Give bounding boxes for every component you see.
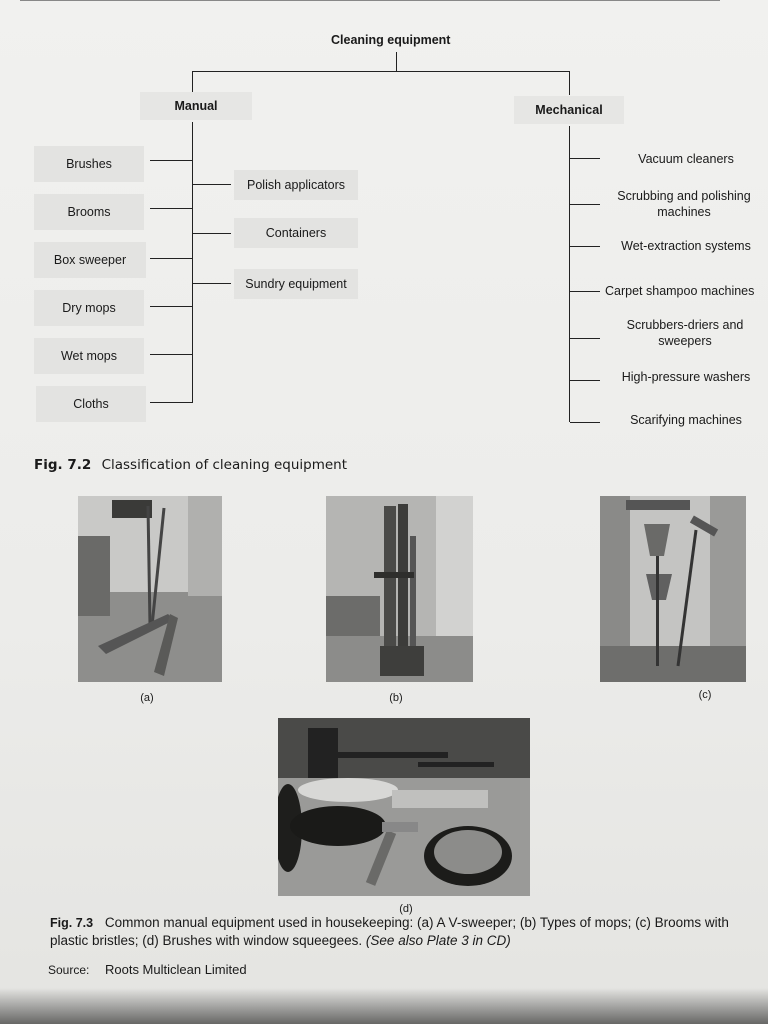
fig72-text: Classification of cleaning equipment <box>101 457 348 473</box>
item-dry-mops <box>34 290 144 326</box>
item-sundry-equipment <box>234 269 358 299</box>
connector <box>150 258 192 259</box>
photo-brushes-squeegees <box>278 718 530 896</box>
connector <box>193 233 231 234</box>
fig73-text: Common manual equipment used in housekeeping: (a) A V-sweeper; (b) Types of mops; (c) Brooms with plastic bristles; (d) Brushes with window squeegees. <box>50 915 729 948</box>
item-wet-mops <box>34 338 144 374</box>
photo-v-sweeper <box>78 496 222 682</box>
fig73-caption <box>50 914 760 949</box>
connector <box>150 160 192 161</box>
photo-c-illustration <box>600 496 746 682</box>
fig72-label: Fig. 7.2 <box>34 457 92 473</box>
connector <box>193 184 231 185</box>
item-brooms <box>34 194 144 230</box>
mechanical-node <box>514 96 624 124</box>
connector <box>570 158 600 159</box>
connector <box>570 246 600 247</box>
photo-d-illustration <box>278 718 530 896</box>
item-scrubbers-driers: Scrubbers-driers and sweepers <box>626 318 744 348</box>
item-cloths <box>36 386 146 422</box>
item-vacuum-cleaners: Vacuum cleaners <box>638 152 734 166</box>
manual-trunk <box>192 122 193 402</box>
item-carpet-shampoo: Carpet shampoo machines <box>605 284 755 298</box>
item-box-sweeper <box>34 242 146 278</box>
item-label: Containers <box>265 226 327 240</box>
connector <box>570 422 600 423</box>
connector <box>193 283 231 284</box>
connector <box>569 71 570 95</box>
connector <box>150 402 193 403</box>
photo-c-label: (c) <box>698 689 712 701</box>
diagram-root: Cleaning equipment <box>331 33 451 47</box>
connector <box>192 71 569 72</box>
source-text: Roots Multiclean Limited <box>104 962 247 977</box>
manual-label: Manual <box>174 99 218 113</box>
item-label: Sundry equipment <box>245 277 347 291</box>
item-label: Wet mops <box>60 349 118 363</box>
connector <box>570 204 600 205</box>
fig72-caption <box>34 457 347 473</box>
source-line <box>48 962 247 977</box>
item-scarifying: Scarifying machines <box>630 413 742 427</box>
header-rule <box>20 0 720 1</box>
manual-node <box>140 92 252 120</box>
item-polish-applicators <box>234 170 358 200</box>
photo-brooms <box>600 496 746 682</box>
source-label: Source: <box>48 963 90 977</box>
connector <box>150 306 192 307</box>
connector <box>570 291 600 292</box>
connector <box>150 208 192 209</box>
connector <box>150 354 192 355</box>
fig73-label: Fig. 7.3 <box>50 916 94 930</box>
item-containers <box>234 218 358 248</box>
item-scrubbing-polishing: Scrubbing and polishing machines <box>617 189 751 219</box>
item-high-pressure: High-pressure washers <box>621 370 751 384</box>
photo-a-label: (a) <box>140 692 154 704</box>
page-bottom-shadow <box>0 988 768 1024</box>
photo-d-label: (d) <box>399 903 413 915</box>
item-label: Box sweeper <box>53 253 127 267</box>
photo-b-label: (b) <box>389 692 403 704</box>
mechanical-label: Mechanical <box>535 103 603 117</box>
item-label: Dry mops <box>62 301 116 315</box>
item-label: Polish applicators <box>247 178 345 192</box>
fig73-italic: (See also Plate 3 in CD) <box>365 933 511 948</box>
photo-mops <box>326 496 473 682</box>
item-brushes <box>34 146 144 182</box>
connector <box>396 52 397 72</box>
photo-a-illustration <box>78 496 222 682</box>
item-label: Cloths <box>73 397 109 411</box>
item-wet-extraction: Wet-extraction systems <box>621 239 751 253</box>
item-label: Brooms <box>67 205 111 219</box>
connector <box>570 338 600 339</box>
item-label: Brushes <box>66 157 112 171</box>
mechanical-trunk <box>569 126 570 422</box>
connector <box>570 380 600 381</box>
photo-b-illustration <box>326 496 473 682</box>
